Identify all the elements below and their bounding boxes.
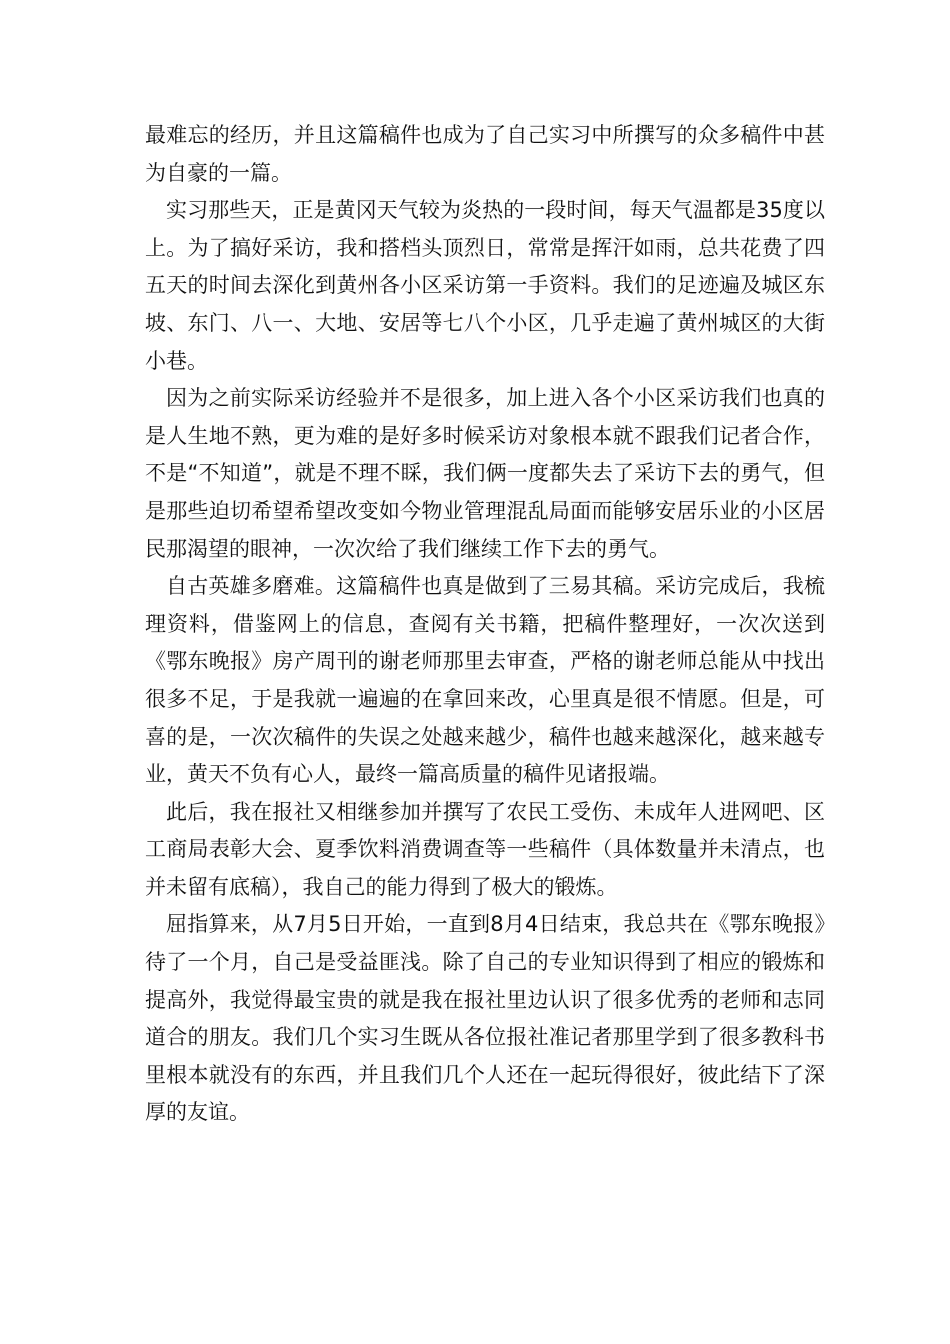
paragraph-summary: 屈指算来，从7月5日开始，一直到8月4日结束，我总共在《鄂东晚报》待了一个月，自己是受益匪浅。除了自己的专业知识得到了相应的锻炼和提高外，我觉得最宝贵的就是我在报社里边认识了很多优秀的老师和志同道合的朋友。我们几个实习生既从各位报社准记者那里学到了很多教科书里根本就没有的东西，并且我们几个人还在一起玩得很好，彼此结下了深厚的友谊。 (145, 912, 825, 1125)
paragraph-interview-difficulties: 因为之前实际采访经验并不是很多，加上进入各个小区采访我们也真的是人生地不熟，更为难的是好多时候采访对象根本就不跟我们记者合作，不是“不知道”，就是不理不睬，我们俩一度都失去了采访下去的勇气，但是那些迫切希望希望改变如今物业管理混乱局面而能够安居乐业的小区居民那渴望的眼神，一次次给了我们继续工作下去的勇气。 (145, 386, 825, 561)
document-body (145, 117, 825, 1132)
paragraph-internship-weather: 实习那些天，正是黄冈天气较为炎热的一段时间，每天气温都是35度以上。为了搞好采访，我和搭档头顶烈日，常常是挥汗如雨，总共花费了四五天的时间去深化到黄州各小区采访第一手资料。我们的足迹遍及城区东坡、东门、八一、大地、安居等七八个小区，几乎走遍了黄州城区的大街小巷。 (145, 198, 825, 373)
paragraph-revisions: 自古英雄多磨难。这篇稿件也真是做到了三易其稿。采访完成后，我梳理资料，借鉴网上的信息，查阅有关书籍，把稿件整理好，一次次送到《鄂东晚报》房产周刊的谢老师那里去审查，严格的谢老师总能从中找出很多不足，于是我就一遍遍的在拿回来改，心里真是很不情愿。但是，可喜的是，一次次稿件的失误之处越来越少，稿件也越来越深化，越来越专业，黄天不负有心人，最终一篇高质量的稿件见诸报端。 (145, 574, 825, 787)
paragraph-other-articles: 此后，我在报社又相继参加并撰写了农民工受伤、未成年人进网吧、区工商局表彰大会、夏季饮料消费调查等一些稿件（具体数量并未清点，也并未留有底稿），我自己的能力得到了极大的锻炼。 (145, 799, 825, 899)
paragraph-continuation: 最难忘的经历，并且这篇稿件也成为了自己实习中所撰写的众多稿件中甚为自豪的一篇。 (145, 123, 825, 185)
